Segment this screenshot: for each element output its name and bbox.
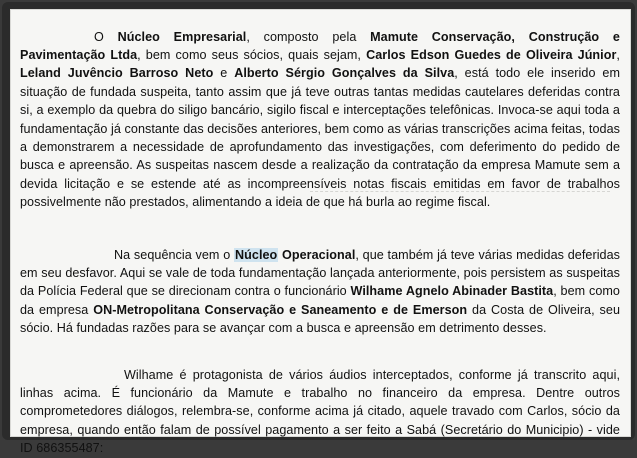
text-run: , composto pela (246, 29, 371, 44)
bold-name-leland: Leland Juvêncio Barroso Neto (20, 66, 214, 81)
text-run: , bem como seus sócios, quais sejam, (137, 48, 367, 62)
document-page (10, 9, 631, 456)
text-run: Na sequência vem o (114, 247, 234, 262)
faint-bleed-through (310, 191, 610, 193)
document-frame (2, 2, 635, 456)
bold-company-on-metropolitana: ON-Metropolitana Conservação e Saneamento e de Emerson (93, 302, 468, 317)
bold-term-operacional: Operacional (278, 247, 356, 262)
paragraph-nucleo-empresarial (20, 28, 620, 212)
text-run: , bem como da empresa (20, 284, 620, 317)
bold-name-alberto: Alberto Sérgio Gonçalves da Silva (234, 66, 455, 81)
text-run: Wilhame é protagonista de vários áudios interceptados, conforme já transcrito aqui, linhas acima. É funcionário da Mamute e trabalho no financeiro da empresa. Dentre outros comprometedores diálogos, relembra-se, conforme acima já citado, aquele travado com Carlos, sócio da empresa, quando então falam de possível pagamento a ser feito a Sabá (Secretário do Municipio) - vide ID 686355487: (20, 367, 620, 456)
highlighted-term-nucleo: Núcleo (235, 247, 278, 262)
bold-term-nucleo-empresarial: Núcleo Empresarial (117, 29, 247, 44)
text-run: , que também já teve várias medidas deferidas em seu desfavor. Aqui se vale de toda fundamentação lançada anteriormente, pois persistem as suspeitas da Polícia Federal que se direcionam contra o funcionário (20, 247, 621, 299)
text-run: , está todo ele inserido em situação de fundada suspeita, tanto assim que já teve outras tantas medidas cautelares deferidas contra si, a exemplo da quebra do siligo bancário, sigilo fiscal e interceptações telefônicas. Invoca-se aqui toda a fundamentação já constante das decisões anteriores, bem como as várias transcrições acima feitas, todas a demonstrarem a necessidade de aprofundamento das investigações, com deferimento do pedido de busca e apreensão. As suspeitas nascem desde a realização da contratação da empresa Mamute sem a devida licitação e se estende até as incompreensíveis notas fiscais emitidas em favor de trabalhos possivelmente não prestados, alimentando a ideia de que há burla ao regime fiscal. (20, 66, 620, 210)
bold-name-carlos: Carlos Edson Guedes de Oliveira Júnior (366, 48, 617, 62)
text-run: O (94, 29, 118, 44)
text-run: , (616, 48, 620, 62)
bold-name-wilhame: Wilhame Agnelo Abinader Bastita (350, 284, 554, 299)
bold-company-mamute: Mamute Conservação, Construção e Pavimentação Ltda (20, 29, 620, 62)
paragraph-nucleo-operacional (20, 246, 620, 338)
paragraph-wilhame (20, 366, 620, 458)
text-run: da Costa de Oliveira, seu sócio. Há fundadas razões para se avançar com a busca e apreensão em detrimento desses. (20, 302, 621, 336)
text-run: e (213, 66, 235, 81)
